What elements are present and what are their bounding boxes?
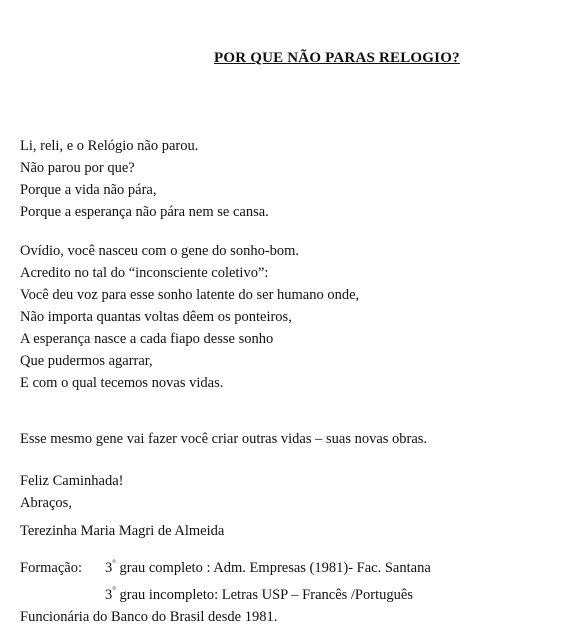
degree-number: 3 <box>105 587 113 603</box>
degree-symbol: ° <box>112 558 116 568</box>
greeting-line: Abraços, <box>20 495 72 511</box>
poem-line: Ovídio, você nasceu com o gene do sonho-bom. <box>20 243 300 259</box>
poem-line: Não importa quantas voltas dêem os ponteiros, <box>20 309 292 325</box>
poem-line: A esperança nasce a cada fiapo desse sonho <box>20 331 274 347</box>
poem-line: Li, reli, e o Relógio não parou. <box>20 138 199 154</box>
paragraph-text: Esse mesmo gene vai fazer você criar outras vidas – suas novas obras. <box>20 431 428 447</box>
education-label: Formação: <box>20 560 83 576</box>
poem-line: Porque a esperança não pára nem se cansa. <box>20 204 269 220</box>
education-row-2 <box>20 579 431 606</box>
poem-line: Você deu voz para esse sonho latente do ser humano onde, <box>20 287 360 303</box>
degree-text: grau incompleto: Letras USP – Francês /Português <box>115 587 413 603</box>
stanza-1 <box>20 135 269 223</box>
closing-paragraph <box>20 428 427 450</box>
education-block <box>20 552 431 628</box>
closing-greetings <box>20 470 123 514</box>
document-title: POR QUE NÃO PARAS RELOGIO? <box>214 50 460 66</box>
poem-line: Que pudermos agarrar, <box>20 353 153 369</box>
stanza-2 <box>20 240 359 394</box>
poem-line: E com o qual tecemos novas vidas. <box>20 375 224 391</box>
poem-line: Não parou por que? <box>20 160 135 176</box>
degree-symbol: ° <box>112 585 116 595</box>
poem-line: Porque a vida não pára, <box>20 182 157 198</box>
employment-line: Funcionária do Banco do Brasil desde 1981. <box>20 609 278 625</box>
degree-text: grau completo : Adm. Empresas (1981)- Fac. Santana <box>115 560 431 576</box>
degree-number: 3 <box>105 560 113 576</box>
education-row-1 <box>20 552 431 579</box>
author-signature: Terezinha Maria Magri de Almeida <box>20 523 225 539</box>
poem-line: Acredito no tal do “inconsciente coletivo”: <box>20 265 269 281</box>
greeting-line: Feliz Caminhada! <box>20 473 124 489</box>
